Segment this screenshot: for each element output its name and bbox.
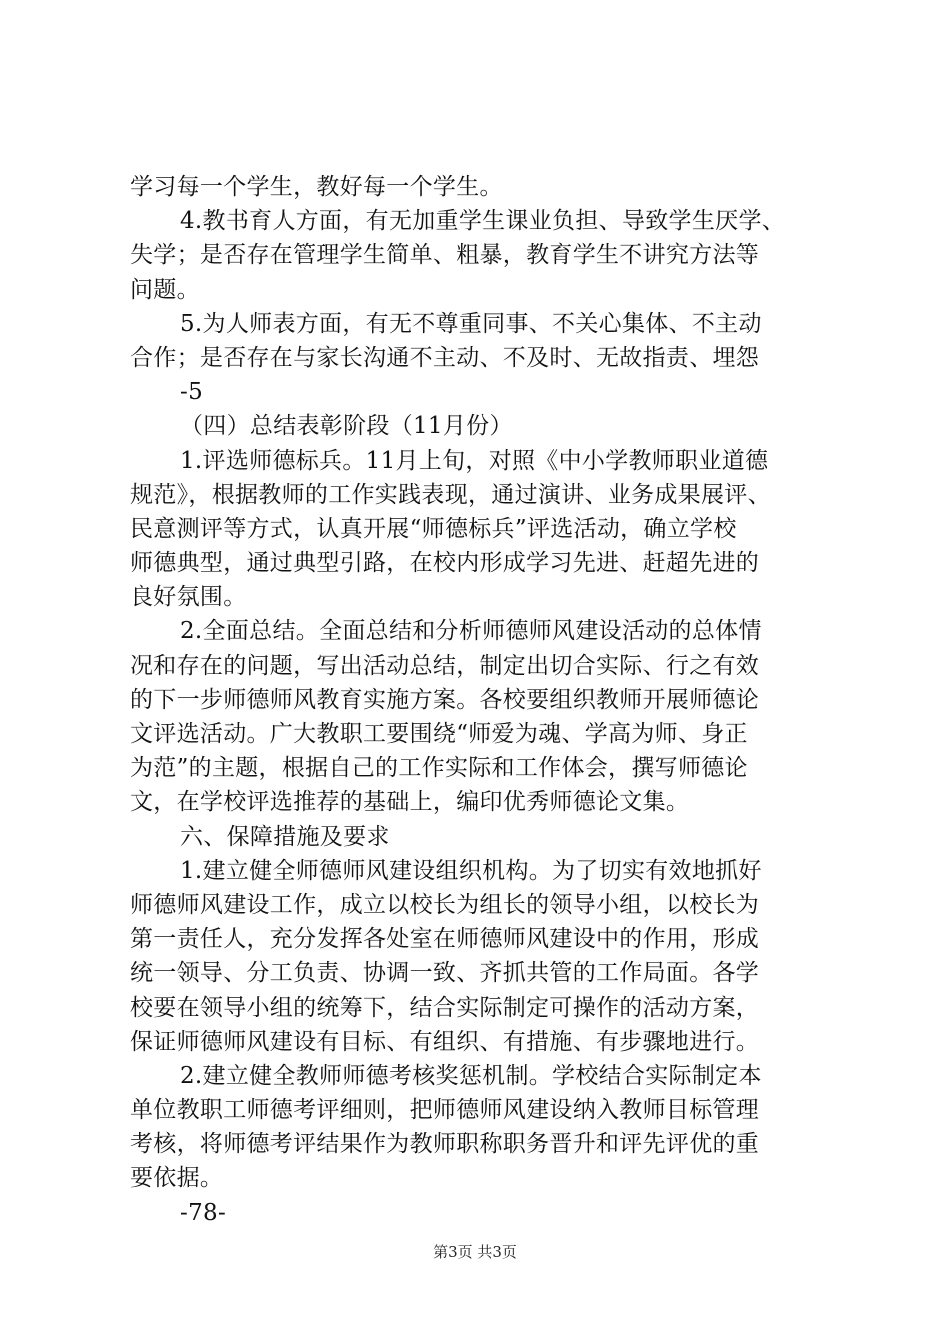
text-line: 保证师德师风建设有目标、有组织、有措施、有步骤地进行。 [130, 1028, 760, 1055]
text-line: （四）总结表彰阶段（11月份） [180, 413, 513, 440]
text-line: 1.评选师德标兵。11月上旬，对照《中小学教师职业道德 [180, 447, 769, 474]
text-line: 失学；是否存在管理学生简单、粗暴，教育学生不讲究方法等 [130, 242, 760, 269]
text-line: 师德师风建设工作，成立以校长为组长的领导小组，以校长为 [130, 891, 760, 918]
text-line: 的下一步师德师风教育实施方案。各校要组织教师开展师德论 [130, 686, 760, 713]
text-line: 4.教书育人方面，有无加重学生课业负担、导致学生厌学、 [180, 208, 786, 235]
text-line: 1.建立健全师德师风建设组织机构。为了切实有效地抓好 [180, 857, 762, 884]
text-line: 学习每一个学生，教好每一个学生。 [130, 174, 503, 200]
text-line: 民意测评等方式，认真开展“师德标兵”评选活动，确立学校 [130, 515, 737, 542]
page-footer: 第3页 共3页 [433, 1243, 517, 1261]
text-line: 况和存在的问题，写出活动总结，制定出切合实际、行之有效 [130, 652, 760, 679]
text-line: -78- [180, 1199, 227, 1226]
text-line: 校要在领导小组的统筹下，结合实际制定可操作的活动方案， [130, 994, 760, 1021]
document-body [130, 170, 840, 1230]
text-line: 规范》，根据教师的工作实践表现，通过演讲、业务成果展评、 [130, 481, 771, 508]
text-line: 良好氛围。 [130, 584, 247, 611]
text-line: 单位教职工师德考评细则，把师德师风建设纳入教师目标管理 [130, 1097, 760, 1124]
text-line: -5 [180, 379, 204, 406]
text-line: 2.建立健全教师师德考核奖惩机制。学校结合实际制定本 [180, 1062, 762, 1089]
text-line: 5.为人师表方面，有无不尊重同事、不关心集体、不主动 [180, 310, 762, 337]
text-line: 要依据。 [130, 1165, 224, 1192]
text-line: 为范”的主题，根据自己的工作实际和工作体会，撰写师德论 [130, 755, 748, 782]
text-line: 问题。 [130, 276, 200, 303]
text-line: 合作；是否存在与家长沟通不主动、不及时、无故指责、埋怨 [130, 344, 760, 371]
text-line: 统一领导、分工负责、协调一致、齐抓共管的工作局面。各学 [130, 960, 760, 987]
text-line: 六、保障措施及要求 [180, 823, 390, 850]
text-line: 2.全面总结。全面总结和分析师德师风建设活动的总体情 [180, 618, 762, 645]
text-line: 文，在学校评选推荐的基础上，编印优秀师德论文集。 [130, 789, 690, 816]
text-line: 师德典型，通过典型引路，在校内形成学习先进、赶超先进的 [130, 550, 760, 577]
text-line: 第一责任人，充分发挥各处室在师德师风建设中的作用，形成 [130, 926, 760, 953]
text-line: 文评选活动。广大教职工要围绕“师爱为魂、学高为师、身正 [130, 721, 748, 747]
text-line: 考核，将师德考评结果作为教师职称职务晋升和评先评优的重 [130, 1131, 760, 1158]
